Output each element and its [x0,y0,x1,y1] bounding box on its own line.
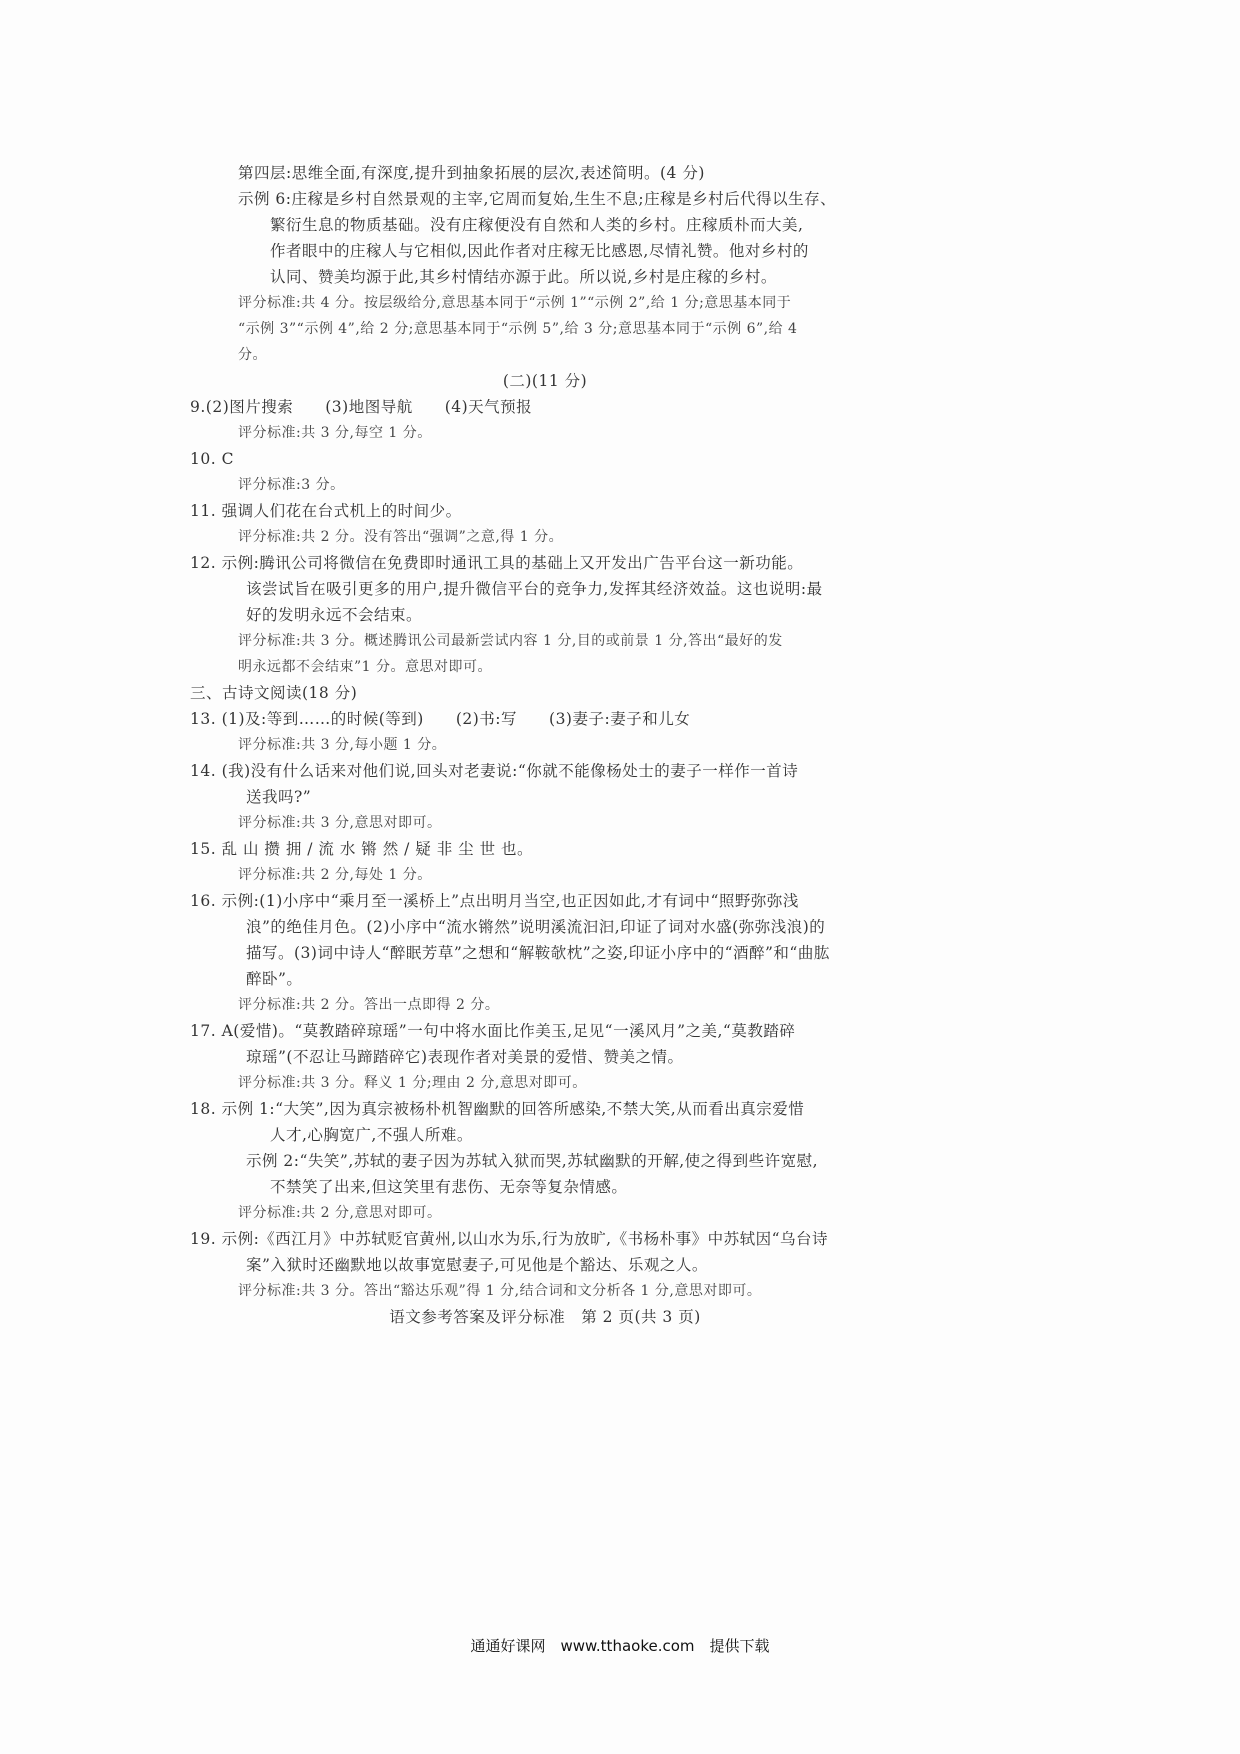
answer-line: 12. 示例:腾讯公司将微信在免费即时通讯工具的基础上又开发出广告平台这一新功能。 [190,554,804,572]
scoring-criteria-line: 评分标准:共 4 分。按层级给分,意思基本同于“示例 1”“示例 2”,给 1 分;意思基本同于 [238,295,792,311]
answer-line: 11. 强调人们花在台式机上的时间少。 [190,502,462,520]
answer-line: 琼瑶”(不忍让马蹄踏碎它)表现作者对美景的爱惜、赞美之情。 [246,1048,684,1066]
answer-line: 醉卧”。 [246,970,303,988]
scoring-criteria-line: 评分标准:共 2 分。答出一点即得 2 分。 [238,997,500,1013]
answer-key-content [190,160,900,1330]
scoring-criteria-line: 评分标准:共 3 分,每小题 1 分。 [238,737,447,753]
answer-line: 14. (我)没有什么话来对他们说,回头对老妻说:“你就不能像杨处士的妻子一样作一首诗 [190,762,799,780]
answer-line: 作者眼中的庄稼人与它相似,因此作者对庄稼无比感恩,尽情礼赞。他对乡村的 [270,242,809,260]
answer-line: 认同、赞美均源于此,其乡村情结亦源于此。所以说,乡村是庄稼的乡村。 [270,268,777,286]
scoring-criteria-line: 评分标准:3 分。 [238,477,345,493]
answer-line: 好的发明永远不会结束。 [246,606,423,624]
section-heading: 语文参考答案及评分标准 第 2 页(共 3 页) [389,1308,701,1326]
answer-line: 繁衍生息的物质基础。没有庄稼便没有自然和人类的乡村。庄稼质朴而大美, [270,216,804,234]
answer-line: 17. A(爱惜)。“莫教踏碎琼瑶”一句中将水面比作美玉,足见“一溪风月”之美,“莫教踏碎 [190,1022,796,1040]
section-heading: (二)(11 分) [502,372,588,390]
answer-line: 示例 2:“失笑”,苏轼的妻子因为苏轼入狱而哭,苏轼幽默的开解,使之得到些许宽慰, [246,1152,819,1170]
answer-line: 13. (1)及:等到……的时候(等到) (2)书:写 (3)妻子:妻子和儿女 [190,710,691,728]
site-footer: 通通好课网 www.tthaoke.com 提供下载 [470,1637,770,1655]
answer-line: 不禁笑了出来,但这笑里有悲伤、无奈等复杂情感。 [270,1178,628,1196]
scoring-criteria-line: 分。 [238,347,267,363]
answer-line: 15. 乱 山 攒 拥 / 流 水 锵 然 / 疑 非 尘 世 也。 [190,840,534,858]
answer-line: 18. 示例 1:“大笑”,因为真宗被杨朴机智幽默的回答所感染,不禁大笑,从而看出真宗爱惜 [190,1100,805,1118]
answer-line: 第四层:思维全面,有深度,提升到抽象拓展的层次,表述简明。(4 分) [238,164,705,182]
scoring-criteria-line: 评分标准:共 3 分,每空 1 分。 [238,425,432,441]
answer-line: 描写。(3)词中诗人“醉眠芳草”之想和“解鞍欹枕”之姿,印证小序中的“酒醉”和“曲肱 [246,944,830,962]
answer-line: 9.(2)图片搜索 (3)地图导航 (4)天气预报 [190,398,533,416]
scoring-criteria-line: 评分标准:共 3 分。概述腾讯公司最新尝试内容 1 分,目的或前景 1 分,答出“最好的发 [238,633,783,649]
answer-line: 示例 6:庄稼是乡村自然景观的主宰,它周而复始,生生不息;庄稼是乡村后代得以生存、 [238,190,837,208]
scoring-criteria-line: 明永远都不会结束”1 分。意思对即可。 [238,659,493,675]
answer-line: 该尝试旨在吸引更多的用户,提升微信平台的竞争力,发挥其经济效益。这也说明:最 [246,580,823,598]
scoring-criteria-line: 评分标准:共 3 分。答出“豁达乐观”得 1 分,结合词和文分析各 1 分,意思对即可。 [238,1283,762,1299]
scoring-criteria-line: 评分标准:共 2 分,每处 1 分。 [238,867,432,883]
answer-line: 10. C [190,450,234,468]
scoring-criteria-line: 评分标准:共 3 分。释义 1 分;理由 2 分,意思对即可。 [238,1075,587,1091]
scoring-criteria-line: “示例 3”“示例 4”,给 2 分;意思基本同于“示例 5”,给 3 分;意思基本同于“示例 6”,给 4 [238,321,798,337]
answer-line: 送我吗?” [246,788,312,806]
answer-line: 16. 示例:(1)小序中“乘月至一溪桥上”点出明月当空,也正因如此,才有词中“照野弥弥浅 [190,892,799,910]
answer-line: 案”入狱时还幽默地以故事宽慰妻子,可见他是个豁达、乐观之人。 [246,1256,708,1274]
answer-line: 浪”的绝佳月色。(2)小序中“流水锵然”说明溪流汩汩,印证了词对水盛(弥弥浅浪)的 [246,918,826,936]
answer-line: 三、古诗文阅读(18 分) [190,684,358,702]
scoring-criteria-line: 评分标准:共 2 分,意思对即可。 [238,1205,442,1221]
answer-line: 19. 示例:《西江月》中苏轼贬官黄州,以山水为乐,行为放旷,《书杨朴事》中苏轼因“乌台诗 [190,1230,829,1248]
scoring-criteria-line: 评分标准:共 3 分,意思对即可。 [238,815,442,831]
answer-line: 人才,心胸宽广,不强人所难。 [270,1126,473,1144]
scoring-criteria-line: 评分标准:共 2 分。没有答出“强调”之意,得 1 分。 [238,529,564,545]
